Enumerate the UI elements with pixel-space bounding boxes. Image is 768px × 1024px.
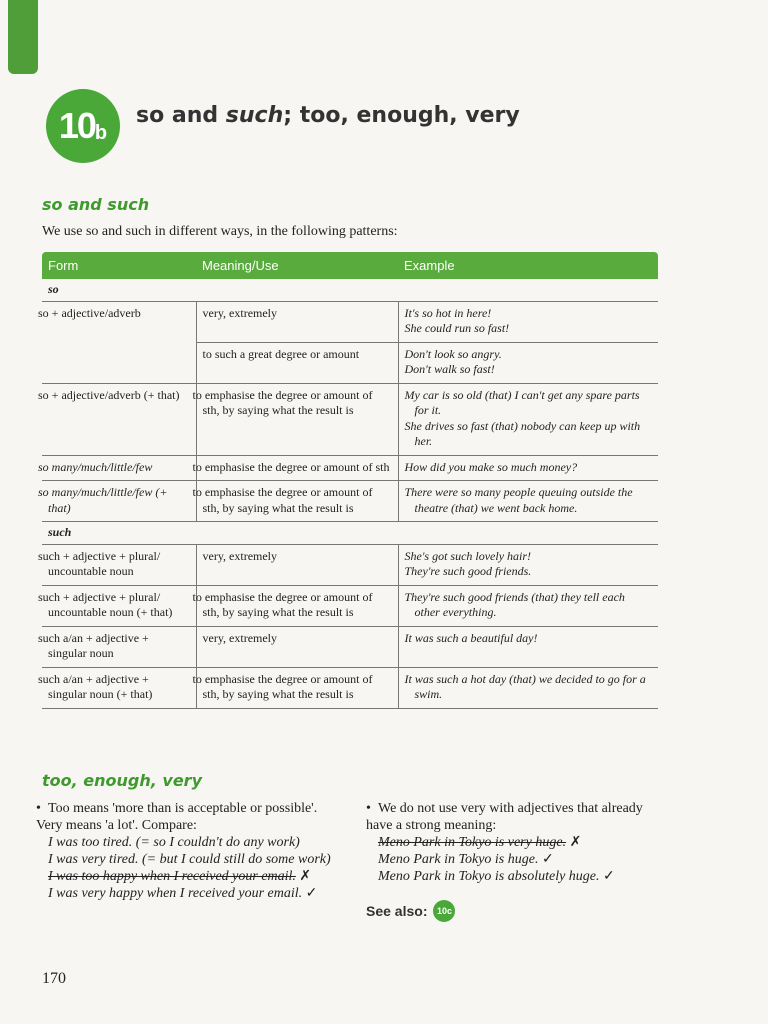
form-cell: so many/much/little/few (+ that): [42, 481, 196, 522]
group-row-so: [42, 279, 658, 301]
intro-text: We use so and such in different ways, in the following patterns:: [42, 224, 398, 239]
chapter-tab: [8, 0, 38, 74]
form-cell: such + adjective + plural/ uncountable noun: [42, 544, 196, 585]
wrong-example: [36, 868, 346, 885]
section-heading-too-enough-very: too, enough, very: [42, 771, 202, 790]
unit-letter: b: [94, 121, 108, 144]
form-cell: so + adjective/adverb (+ that): [42, 383, 196, 455]
form-cell: so many/much/little/few: [42, 455, 196, 481]
example-line: My car is so old (that) I can't get any spare parts for it.: [404, 387, 640, 417]
title-such: such: [225, 103, 284, 128]
use-cell: to emphasise the degree or amount of sth, by saying what the result is: [196, 667, 398, 708]
title-too-enough-very: too, enough, very: [299, 103, 520, 128]
see-also: [366, 900, 455, 922]
header-form: Form: [42, 252, 196, 279]
example-line: There were so many people queuing outside the theatre (that) we went back home.: [404, 485, 633, 515]
table-row: [42, 667, 658, 708]
bullet-text: Too means 'more than is acceptable or possible'. Very means 'a lot'. Compare:: [36, 801, 318, 833]
grammar-table: [38, 252, 658, 709]
group-label: such: [42, 522, 658, 545]
header-example: Example: [398, 252, 658, 279]
example-line: Don't walk so fast!: [404, 362, 495, 376]
example-line: She could run so fast!: [404, 321, 510, 335]
use-cell: very, extremely: [196, 626, 398, 667]
correct-text: I was very happy when I received your email.: [48, 886, 303, 901]
section-heading-so-such: so and such: [42, 195, 150, 214]
use-cell: very, extremely: [196, 301, 398, 342]
unit-number: 10: [58, 105, 95, 146]
bullet-strong-adjectives: [366, 800, 666, 834]
example-cell: [398, 301, 658, 342]
use-cell: to emphasise the degree or amount of sth, by saying what the result is: [196, 585, 398, 626]
table-row: [42, 383, 658, 455]
table-row: [42, 481, 658, 522]
use-cell: very, extremely: [196, 544, 398, 585]
page-number: 170: [42, 970, 66, 987]
example-cell: [398, 626, 658, 667]
table-row: [42, 342, 658, 383]
right-example: [366, 851, 666, 868]
form-cell: such + adjective + plural/ uncountable noun (+ that): [42, 585, 196, 626]
example-cell: [398, 342, 658, 383]
example-line: It was such a hot day (that) we decided to go for a swim.: [404, 671, 646, 701]
left-column: [36, 800, 346, 902]
struck-text: I was too happy when I received your email.: [48, 869, 296, 884]
table-row: [42, 544, 658, 585]
see-also-link[interactable]: 10c: [433, 900, 455, 922]
struck-text: Meno Park in Tokyo is very huge.: [378, 835, 567, 850]
example-line: How did you make so much money?: [404, 459, 578, 474]
example-line: She drives so fast (that) nobody can keep up with her.: [404, 418, 641, 448]
example-cell: [398, 585, 658, 626]
example-very-tired: I was very tired. (= but I could still do some work): [48, 852, 331, 867]
wrong-example: [366, 834, 666, 851]
bullet-text: We do not use very with adjectives that already have a strong meaning:: [366, 801, 643, 833]
example-cell: [398, 481, 658, 522]
use-cell: to emphasise the degree or amount of sth, by saying what the result is: [196, 383, 398, 455]
bullet-dot: •: [366, 801, 371, 816]
group-label: so: [42, 279, 658, 301]
title-sep: ;: [283, 103, 300, 128]
use-cell: to emphasise the degree or amount of sth: [196, 455, 398, 481]
cross-icon: ✗: [299, 869, 312, 884]
example-cell: [398, 667, 658, 708]
table-row: [42, 626, 658, 667]
example-line: They're such good friends.: [404, 564, 532, 578]
example-cell: [398, 383, 658, 455]
form-cell: such a/an + adjective + singular noun (+ that): [42, 667, 196, 708]
table-row: [42, 301, 658, 342]
check-icon: ✓: [541, 852, 554, 867]
example-cell: [398, 455, 658, 481]
title-so: so: [136, 103, 165, 128]
example-line: It was such a beautiful day!: [404, 630, 538, 645]
form-cell: so + adjective/adverb: [38, 305, 141, 320]
example-too-tired: I was too tired. (= so I couldn't do any work): [48, 835, 300, 850]
use-cell: to such a great degree or amount: [196, 342, 398, 383]
title-and: and: [164, 103, 226, 128]
table-row: [42, 585, 658, 626]
check-icon: ✓: [305, 886, 318, 901]
unit-badge: [46, 89, 120, 163]
table-row: [42, 455, 658, 481]
cross-icon: ✗: [569, 835, 582, 850]
example-line: They're such good friends (that) they tell each other everything.: [404, 589, 625, 619]
example-cell: [398, 544, 658, 585]
form-cell: such a/an + adjective + singular noun: [42, 626, 196, 667]
use-cell: to emphasise the degree or amount of sth, by saying what the result is: [196, 481, 398, 522]
header-meaning: Meaning/Use: [196, 252, 398, 279]
bullet-dot: •: [36, 801, 41, 816]
correct-text: Meno Park in Tokyo is huge.: [378, 852, 539, 867]
see-also-label: See also:: [366, 903, 428, 919]
table-header: [42, 252, 658, 279]
form-cell: [42, 342, 196, 383]
correct-text: Meno Park in Tokyo is absolutely huge.: [378, 869, 600, 884]
group-row-such: [42, 522, 658, 545]
unit-title: [136, 103, 520, 128]
right-example: [36, 885, 346, 902]
right-column: [366, 800, 666, 885]
check-icon: ✓: [603, 869, 615, 884]
example-line: It's so hot in here!: [404, 305, 492, 320]
bullet-too-very: [36, 800, 346, 834]
example-line: She's got such lovely hair!: [404, 548, 532, 563]
right-example: [366, 868, 666, 885]
example-line: Don't look so angry.: [404, 346, 502, 361]
